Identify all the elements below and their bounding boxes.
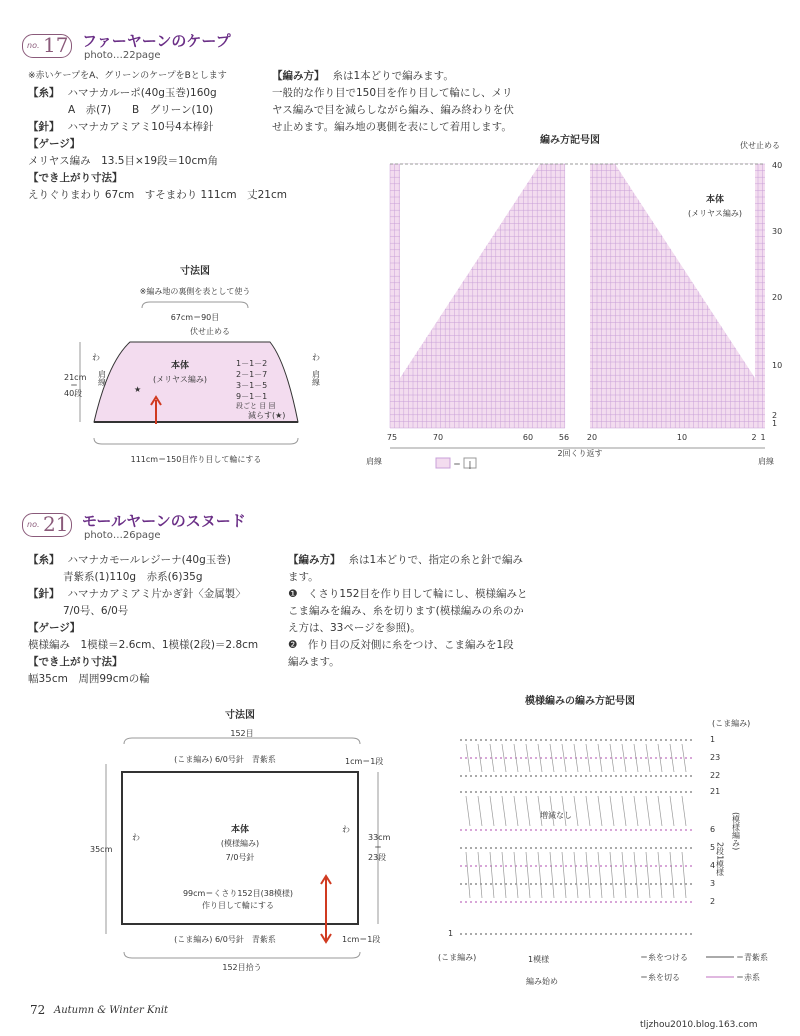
pattern-number-badge — [22, 34, 72, 58]
pattern-title: ファーヤーンのケープ — [82, 32, 231, 50]
crochet-stitch — [538, 852, 542, 898]
crochet-stitch — [574, 852, 578, 898]
how-heading: 【編み方】 — [272, 70, 325, 82]
bottom-bracket — [124, 952, 360, 958]
right-height-2: ＝ — [374, 843, 382, 852]
badge-number: 21 — [43, 512, 69, 536]
chart-title: 模様編みの編み方記号図 — [525, 696, 635, 707]
one-mod-label: 1模様 — [528, 955, 550, 964]
koma-top-label: (こま編み) — [712, 719, 751, 728]
yarn-line-1: ハマナカモールレジーナ(40g玉巻) — [67, 554, 231, 566]
crochet-stitch — [682, 796, 686, 826]
crochet-stitch — [646, 852, 650, 898]
crochet-stitch — [466, 796, 470, 826]
needle-text: ハマナカアミアミ10号4本棒針 — [67, 121, 214, 133]
needle-heading: 【針】 — [28, 588, 60, 600]
size-text: 幅35cm 周囲99cmの輪 — [28, 673, 150, 685]
crochet-row-number: 1 — [448, 929, 454, 938]
crochet-row-number: 21 — [710, 787, 721, 796]
how-line-4: こま編みを編み、糸を切ります(模様編みの糸のか — [288, 605, 524, 617]
crochet-stitch — [658, 852, 662, 898]
needle-heading: 【針】 — [28, 121, 60, 133]
row-number: 30 — [772, 227, 783, 236]
how-line-3: ❶ くさり152目を作り目して輪にし、模様編みと — [288, 588, 528, 600]
crochet-row-number: 23 — [710, 753, 721, 762]
pattern-title-21: モールヤーンのスヌード — [82, 512, 246, 530]
dec-rule-4: 9－1－1 — [236, 392, 268, 401]
col-20: 20 — [586, 433, 598, 442]
koma-bottom-label: (こま編み) — [438, 953, 477, 962]
page-number: 72 — [30, 1003, 46, 1017]
badge-number: 17 — [43, 33, 69, 57]
col-56: 56 — [558, 433, 570, 442]
crochet-stitch — [514, 796, 518, 826]
materials-block — [28, 68, 288, 204]
legend-blue: ＝青紫系 — [736, 953, 768, 962]
body-needle: 7/0号針 — [225, 853, 255, 862]
chart-bind-off: 伏せ止める — [740, 141, 780, 150]
top-width: 67cm＝90目 — [170, 313, 220, 322]
how-line-6: ❷ 作り目の反対側に糸をつけ、こま編みを1段 — [288, 639, 514, 651]
how-line-5: え方は、33ページを参照)。 — [288, 622, 421, 634]
chart-title: 編み方記号図 — [540, 135, 600, 146]
dec-rule-2: 2－1－7 — [236, 370, 268, 379]
crochet-stitch — [478, 796, 482, 826]
crochet-stitch — [646, 796, 650, 826]
body-sub-label: (メリヤス編み) — [153, 375, 207, 384]
badge-no-label: no. — [27, 520, 40, 529]
needle-line-2: 7/0号、6/0号 — [63, 605, 129, 617]
bottom-bracket — [94, 438, 298, 444]
increase-none: 増減なし — [540, 811, 572, 820]
start-label-1: 99cm＝くさり152目(38模様) — [182, 889, 294, 898]
start-label-2: 作り目して輪にする — [202, 901, 274, 910]
dec-rule-5: 段ごと 目 回 — [236, 402, 276, 410]
shoulder-right: 肩線 — [311, 370, 321, 386]
col-75: 75 — [386, 433, 398, 442]
dec-rule-1: 1－1－2 — [236, 359, 268, 368]
pattern-number-badge-21 — [22, 513, 72, 537]
col-2: 2 — [751, 433, 757, 442]
yarn-heading: 【糸】 — [28, 87, 60, 99]
top-count: 152目 — [230, 729, 254, 738]
crochet-row-number: 4 — [710, 861, 716, 870]
snood-crochet-chart — [430, 692, 790, 992]
row-number: 2 — [772, 411, 778, 420]
yarn-heading: 【糸】 — [28, 554, 60, 566]
how-line-3: ヤス編みで目を減らしながら編み、編み終わりを伏 — [272, 104, 514, 116]
how-line-4: せ止めます。編み地の裏側を表にして着用します。 — [272, 121, 512, 133]
legend-box — [436, 458, 450, 468]
crochet-row-number: 6 — [710, 825, 716, 834]
photo-ref: photo…22page — [84, 50, 161, 61]
size-heading: 【でき上がり寸法】 — [28, 172, 123, 184]
crochet-stitch — [610, 852, 614, 898]
size-text: えりぐりまわり 67cm すそまわり 111cm 丈21cm — [28, 189, 287, 201]
how-line-2: ます。 — [288, 571, 319, 583]
chart-row-numbers — [772, 161, 782, 428]
legend-red: ＝赤系 — [736, 973, 760, 982]
diag-title: 寸法図 — [180, 266, 210, 277]
size-heading: 【でき上がり寸法】 — [28, 656, 123, 668]
bind-off-label: 伏せ止める — [190, 327, 230, 336]
crochet-row-number: 3 — [710, 879, 716, 888]
dec-rule-6: 減らす(★) — [248, 411, 286, 420]
crochet-stitch — [526, 796, 530, 826]
gauge-heading: 【ゲージ】 — [28, 138, 81, 150]
crochet-stitch — [634, 744, 638, 772]
cape-dimension-diagram — [50, 262, 340, 472]
crochet-row-number: 2 — [710, 897, 716, 906]
bottom-width: 111cm＝150目作り目して輪にする — [130, 455, 262, 464]
body-sub: (模様編み) — [220, 839, 260, 848]
diag-title: 寸法図 — [225, 710, 255, 721]
crochet-stitch — [598, 796, 602, 826]
gauge-heading: 【ゲージ】 — [28, 622, 81, 634]
crochet-stitch — [490, 852, 494, 898]
crochet-stitch — [574, 744, 578, 772]
crochet-stitch — [514, 744, 518, 772]
yarn-line-1: ハマナカルーポ(40g玉巻)160g — [67, 87, 217, 99]
legend-eq: ＝ — [453, 460, 461, 469]
row-number: 10 — [772, 361, 783, 370]
legend-symbol: | — [468, 460, 472, 469]
crochet-stitch — [634, 852, 638, 898]
crochet-stitch — [610, 796, 614, 826]
credit-text: tljzhou2010.blog.163.com — [640, 1020, 758, 1030]
crochet-row-number: 1 — [710, 735, 716, 744]
row-number: 40 — [772, 161, 783, 170]
note-text: ※赤いケープをA、グリーンのケープをBとします — [28, 71, 227, 81]
left-height: 35cm — [90, 845, 113, 854]
start-label: 編み始め — [526, 977, 558, 986]
mod-label: (模様編み) — [731, 812, 741, 851]
how-heading: 【編み方】 — [288, 554, 341, 566]
wa-right: わ — [312, 353, 320, 362]
crochet-stitch — [682, 852, 686, 898]
crochet-stitch — [586, 852, 590, 898]
chart-body-sub: (メリヤス編み) — [688, 209, 742, 218]
legend-cut: ＝糸を切る — [640, 973, 680, 982]
cape-knitting-chart — [360, 128, 790, 478]
crochet-stitch — [526, 852, 530, 898]
how-line-2: 一般的な作り目で150目を作り目して輪にし、メリ — [272, 87, 513, 99]
star-mark-left: ★ — [134, 385, 142, 394]
legend-attach: ＝糸をつける — [640, 953, 688, 962]
col-10: 10 — [676, 433, 688, 442]
bottom-row-1: 1cm＝1段 — [342, 935, 381, 944]
col-1: 1 — [760, 433, 766, 442]
shoulder-left: 肩線 — [97, 370, 107, 386]
badge-no-label: no. — [27, 41, 40, 50]
bottom-count: 152目拾う — [222, 963, 262, 972]
right-height-1: 33cm — [368, 833, 391, 842]
crochet-stitch — [502, 796, 506, 826]
top-bracket — [124, 738, 360, 744]
top-row-label: (こま編み) 6/0号針 青紫系 — [174, 755, 276, 764]
crochet-stitch — [622, 852, 626, 898]
crochet-row-numbers — [448, 735, 720, 938]
dec-rule-3: 3－1－5 — [236, 381, 268, 390]
body-label: 本体 — [230, 825, 250, 835]
crochet-stitch — [634, 796, 638, 826]
rep-label: 2段1模様 — [715, 842, 725, 877]
row-number: 20 — [772, 293, 783, 302]
crochet-stitch — [466, 852, 470, 898]
height-eq: ＝ — [70, 381, 78, 390]
crochet-stitch — [670, 796, 674, 826]
right-height-3: 23段 — [368, 853, 387, 862]
snood-dimension-diagram — [80, 706, 400, 986]
wa-left: わ — [92, 353, 100, 362]
height-cm: 21cm — [64, 373, 87, 382]
photo-ref-21: photo…26page — [84, 530, 161, 541]
shoulder-line-right: 肩線 — [758, 457, 774, 466]
crochet-stitch — [562, 852, 566, 898]
wa-left: わ — [132, 833, 140, 842]
col-70: 70 — [432, 433, 444, 442]
wa-right: わ — [342, 825, 350, 834]
how-line-1: 糸は1本どりで、指定の糸と針で編み — [348, 554, 523, 566]
col-60: 60 — [522, 433, 534, 442]
yarn-line-2: A 赤(7) B グリーン(10) — [68, 104, 214, 116]
height-rows: 40段 — [64, 389, 83, 398]
crochet-stitch — [658, 796, 662, 826]
needle-line-1: ハマナカアミアミ片かぎ針〈金属製〉 — [67, 588, 246, 600]
body-label: 本体 — [170, 361, 190, 371]
row-number: 1 — [772, 419, 778, 428]
crochet-stitch — [586, 796, 590, 826]
materials-block-21 — [28, 552, 288, 688]
crochet-stitch — [622, 796, 626, 826]
crochet-stitch — [514, 852, 518, 898]
crochet-stitch — [574, 796, 578, 826]
shoulder-line-left: 肩線 — [366, 457, 382, 466]
top-bracket — [142, 302, 248, 308]
diag-note: ※編み地の裏側を表として使う — [139, 287, 251, 296]
how-line-1: 糸は1本どりで編みます。 — [332, 70, 454, 82]
bottom-row-label: (こま編み) 6/0号針 青紫系 — [174, 935, 276, 944]
instructions-block-21 — [288, 552, 548, 671]
repeat-label: 2回くり返す — [557, 449, 603, 458]
magazine-name: Autumn & Winter Knit — [54, 1005, 169, 1016]
how-line-7: 編みます。 — [288, 656, 340, 668]
yarn-line-2: 青紫系(1)110g 赤系(6)35g — [63, 571, 203, 583]
instructions-block — [272, 68, 552, 136]
chart-body-label: 本体 — [705, 195, 725, 205]
crochet-stitch — [478, 852, 482, 898]
crochet-stitch — [670, 852, 674, 898]
crochet-rows — [460, 740, 692, 934]
gauge-text: 模様編み 1模様＝2.6cm、1模様(2段)＝2.8cm — [28, 639, 259, 651]
top-row-1: 1cm＝1段 — [345, 757, 384, 766]
crochet-stitch — [502, 852, 506, 898]
crochet-stitch — [550, 852, 554, 898]
crochet-stitch — [490, 796, 494, 826]
gauge-text: メリヤス編み 13.5目×19段＝10cm角 — [28, 155, 218, 167]
crochet-row-number: 22 — [710, 771, 721, 780]
crochet-row-number: 5 — [710, 843, 716, 852]
crochet-stitch — [598, 852, 602, 898]
